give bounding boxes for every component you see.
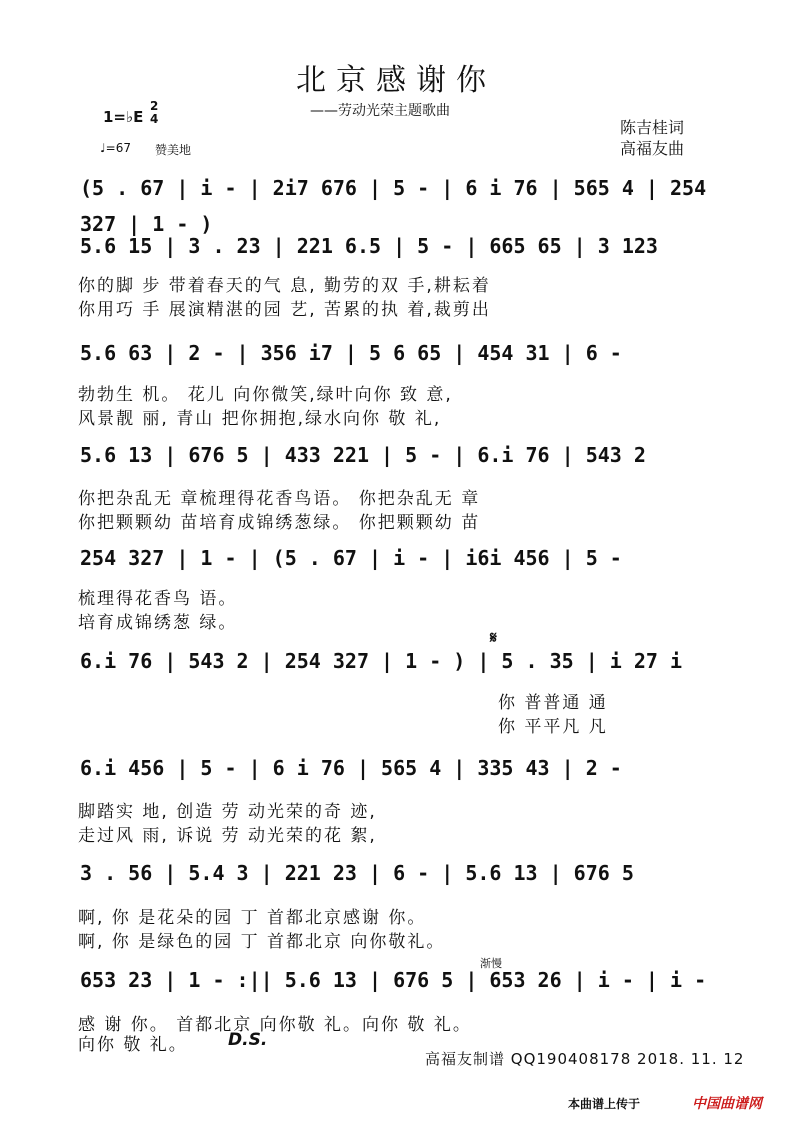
maker-credit: 高福友制谱 QQ190408178 2018. 11. 12	[425, 1050, 745, 1068]
time-bottom: 4	[150, 112, 159, 126]
notation: 5.6 13 | 676 5 | 433 221 | 5 - | 6.i 76 | 543 2	[80, 443, 646, 467]
notation: 5.6 63 | 2 - | 356 i7 | 5 6 65 | 454 31 | 6 -	[80, 341, 622, 365]
score-row	[75, 750, 720, 786]
composer: 高福友曲	[620, 139, 685, 158]
score-row	[75, 437, 720, 473]
expression-mark: 赞美地	[155, 143, 192, 157]
key-signature: 1=♭E	[103, 108, 144, 126]
notation: 653 23 | 1 - :|| 5.6 13 | 676 5 | 653 26 | i - | i -	[80, 968, 707, 992]
lyric-line: 啊, 你 是花朵的园 丁 首都北京感谢 你。	[78, 908, 427, 928]
lyric-line: 勃勃生 机。 花儿 向你微笑,绿叶向你 致 意,	[78, 385, 453, 405]
lyric-line: 风景靓 丽, 青山 把你拥抱,绿水向你 敬 礼,	[78, 409, 442, 429]
time-top: 2	[150, 99, 159, 113]
site-logo[interactable]: 中国曲谱网	[692, 1096, 762, 1112]
notation: 3 . 56 | 5.4 3 | 221 23 | 6 - | 5.6 13 | 676 5	[80, 861, 634, 885]
lyric-line: 向你 敬 礼。	[78, 1035, 188, 1055]
lyric-line: 你把杂乱无 章梳理得花香鸟语。 你把杂乱无 章	[78, 489, 481, 509]
lyric-line: 培育成锦绣葱 绿。	[78, 613, 238, 633]
lyric-line: 走过风 雨, 诉说 劳 动光荣的花 絮,	[78, 826, 377, 846]
score-row	[75, 335, 720, 371]
score-row	[75, 228, 720, 264]
lyric-line: 感 谢 你。 首都北京 向你敬 礼。向你 敬 礼。	[78, 1015, 472, 1035]
lyric-line: 你用巧 手 展演精湛的园 艺, 苦累的执 着,裁剪出	[78, 300, 491, 320]
score-row	[75, 962, 720, 998]
score-row	[75, 643, 720, 679]
notation: 5.6 15 | 3 . 23 | 221 6.5 | 5 - | 665 65 | 3 123	[80, 234, 658, 258]
ds-mark: D.S.	[228, 1030, 268, 1050]
score-row	[75, 540, 720, 576]
lyric-line: 啊, 你 是绿色的园 丁 首都北京 向你敬礼。	[78, 932, 446, 952]
lyric-line: 脚踏实 地, 创造 劳 动光荣的奇 迹,	[78, 802, 377, 822]
lyric-line: 你把颗颗幼 苗培育成锦绣葱绿。 你把颗颗幼 苗	[78, 513, 481, 533]
segno-mark: 𝄋	[490, 628, 497, 647]
page-title: 北京感谢你	[296, 63, 496, 98]
time-signature	[150, 100, 158, 126]
score-row	[75, 855, 720, 891]
upload-note: 本曲谱上传于	[568, 1097, 641, 1111]
rit-mark: 渐慢	[480, 957, 502, 970]
lyric-line: 梳理得花香鸟 语。	[78, 589, 238, 609]
subtitle: ——劳动光荣主题歌曲	[310, 103, 450, 119]
lyric-line: 你 平平凡 凡	[498, 717, 608, 737]
lyric-line: 你 普普通 通	[498, 693, 608, 713]
notation: (5 . 67 | i - | 2i7 676 | 5 - | 6 i 76 | 565 4 | 254 327 | 1 - )	[80, 176, 707, 236]
notation: 254 327 | 1 - | (5 . 67 | i - | i6i 456 | 5 -	[80, 546, 622, 570]
notation: 6.i 76 | 543 2 | 254 327 | 1 - ) | 5 . 35 | i 27 i	[80, 649, 683, 673]
notation: 6.i 456 | 5 - | 6 i 76 | 565 4 | 335 43 | 2 -	[80, 756, 622, 780]
score-row	[75, 170, 720, 236]
lyric-line: 你的脚 步 带着春天的气 息, 勤劳的双 手,耕耘着	[78, 276, 491, 296]
tempo-mark: ♩=67	[100, 141, 131, 155]
lyricist: 陈吉桂词	[620, 118, 685, 137]
